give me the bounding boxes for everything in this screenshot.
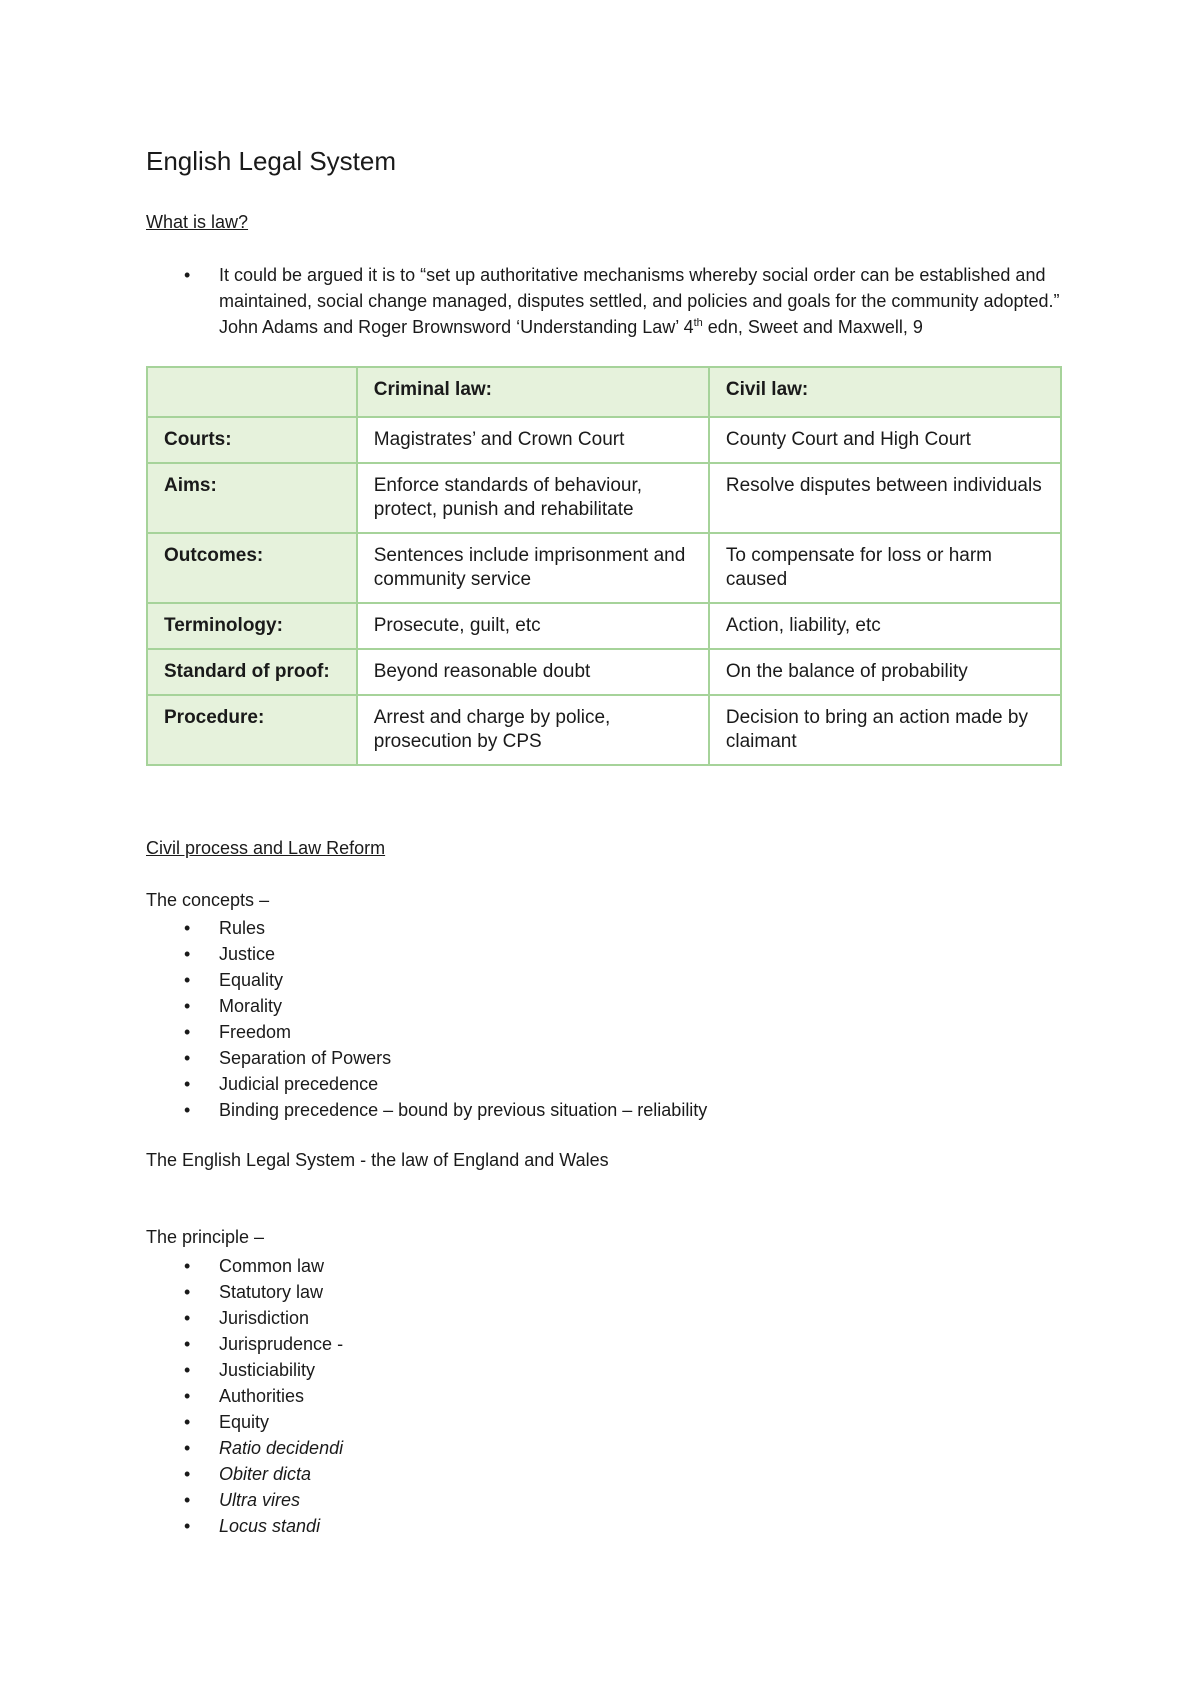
bullet-icon: • bbox=[184, 1256, 191, 1276]
list-item bbox=[146, 1487, 343, 1513]
criminal-cell: Prosecute, guilt, etc bbox=[357, 603, 709, 649]
bullet-icon: • bbox=[184, 1100, 191, 1120]
principles-list bbox=[146, 1253, 343, 1539]
list-item-text: Equity bbox=[219, 1412, 270, 1432]
list-item bbox=[146, 1253, 343, 1279]
civil-cell: County Court and High Court bbox=[709, 417, 1061, 463]
list-item-text: Freedom bbox=[219, 1022, 292, 1042]
concepts-intro: The concepts – bbox=[146, 890, 270, 910]
civil-cell: Resolve disputes between individuals bbox=[709, 463, 1061, 533]
bullet-icon: • bbox=[184, 1438, 191, 1458]
list-item bbox=[146, 993, 707, 1019]
table-header-civil: Civil law: bbox=[709, 367, 1061, 417]
list-item-text: Obiter dicta bbox=[219, 1464, 312, 1484]
criminal-cell: Enforce standards of behaviour, protect, punish and rehabilitate bbox=[357, 463, 709, 533]
quote-text bbox=[219, 262, 1066, 340]
civil-cell: To compensate for loss or harm caused bbox=[709, 533, 1061, 603]
principle-intro: The principle – bbox=[146, 1227, 265, 1247]
list-item-text: Ultra vires bbox=[219, 1490, 301, 1510]
civil-cell: Decision to bring an action made by claimant bbox=[709, 695, 1061, 765]
list-item-text: Binding precedence – bound by previous situation – reliability bbox=[219, 1100, 708, 1120]
list-item bbox=[146, 1331, 343, 1357]
table-row bbox=[147, 649, 1061, 695]
row-label: Procedure: bbox=[147, 695, 357, 765]
list-item bbox=[146, 1409, 343, 1435]
bullet-icon: • bbox=[184, 1282, 191, 1302]
section-heading-what-is-law: What is law? bbox=[146, 212, 249, 232]
table-row bbox=[147, 533, 1061, 603]
table-header-row bbox=[147, 367, 1061, 417]
list-item-text: Separation of Powers bbox=[219, 1048, 392, 1068]
table-header-empty bbox=[147, 367, 357, 417]
list-item bbox=[146, 1461, 343, 1487]
list-item-text: Justice bbox=[219, 944, 276, 964]
bullet-icon: • bbox=[184, 1022, 191, 1042]
list-item bbox=[146, 1071, 707, 1097]
table-row bbox=[147, 463, 1061, 533]
list-item bbox=[146, 1019, 707, 1045]
row-label: Outcomes: bbox=[147, 533, 357, 603]
row-label: Courts: bbox=[147, 417, 357, 463]
els-line: The English Legal System - the law of England and Wales bbox=[146, 1150, 609, 1170]
list-item bbox=[146, 1513, 343, 1539]
table-header-criminal: Criminal law: bbox=[357, 367, 709, 417]
list-item-text: Justiciability bbox=[219, 1360, 316, 1380]
list-item-text: Rules bbox=[219, 918, 266, 938]
bullet-icon: • bbox=[184, 944, 191, 964]
bullet-icon: • bbox=[184, 1074, 191, 1094]
list-item bbox=[146, 915, 707, 941]
list-item-text: Judicial precedence bbox=[219, 1074, 379, 1094]
bullet-icon: • bbox=[184, 1412, 191, 1432]
list-item bbox=[146, 941, 707, 967]
criminal-civil-comparison-table bbox=[146, 366, 1062, 766]
bullet-icon: • bbox=[184, 1048, 191, 1068]
concepts-list bbox=[146, 915, 707, 1123]
civil-cell: On the balance of probability bbox=[709, 649, 1061, 695]
list-item bbox=[146, 1045, 707, 1071]
list-item bbox=[146, 967, 707, 993]
bullet-icon: • bbox=[184, 970, 191, 990]
list-item-text: Authorities bbox=[219, 1386, 305, 1406]
list-item bbox=[146, 1357, 343, 1383]
criminal-cell: Arrest and charge by police, prosecution by CPS bbox=[357, 695, 709, 765]
bullet-icon: • bbox=[184, 1516, 191, 1536]
row-label: Standard of proof: bbox=[147, 649, 357, 695]
list-item-text: Common law bbox=[219, 1256, 325, 1276]
criminal-cell: Beyond reasonable doubt bbox=[357, 649, 709, 695]
bullet-icon: • bbox=[184, 918, 191, 938]
list-item bbox=[146, 1435, 343, 1461]
list-item bbox=[146, 1279, 343, 1305]
table-row bbox=[147, 417, 1061, 463]
quote-text-end: edn, Sweet and Maxwell, 9 bbox=[702, 317, 923, 337]
table-row bbox=[147, 695, 1061, 765]
bullet-icon: • bbox=[184, 996, 191, 1016]
list-item bbox=[146, 1305, 343, 1331]
criminal-cell: Magistrates’ and Crown Court bbox=[357, 417, 709, 463]
quote-bullet bbox=[146, 262, 1066, 340]
bullet-icon: • bbox=[184, 1386, 191, 1406]
list-item bbox=[146, 1383, 343, 1409]
row-label: Terminology: bbox=[147, 603, 357, 649]
quote-text-main: It could be argued it is to “set up authoritative mechanisms whereby social order can be established and maintained, social change managed, disputes settled, and policies and goals for the community adopted.” John Adams and Roger Brownsword ‘Understanding Law’ 4 bbox=[219, 265, 1060, 337]
bullet-icon: • bbox=[184, 1308, 191, 1328]
bullet-icon: • bbox=[184, 1490, 191, 1510]
list-item bbox=[146, 1097, 707, 1123]
quote-superscript: th bbox=[693, 317, 703, 329]
list-item-text: Statutory law bbox=[219, 1282, 324, 1302]
list-item-text: Equality bbox=[219, 970, 284, 990]
bullet-icon: • bbox=[184, 1464, 191, 1484]
civil-cell: Action, liability, etc bbox=[709, 603, 1061, 649]
bullet-icon: • bbox=[184, 1360, 191, 1380]
list-item-text: Locus standi bbox=[219, 1516, 321, 1536]
list-item-text: Jurisdiction bbox=[219, 1308, 310, 1328]
section-heading-civil-process: Civil process and Law Reform bbox=[146, 838, 386, 858]
list-item-text: Jurisprudence - bbox=[219, 1334, 344, 1354]
criminal-cell: Sentences include imprisonment and community service bbox=[357, 533, 709, 603]
bullet-icon: • bbox=[184, 1334, 191, 1354]
list-item-text: Ratio decidendi bbox=[219, 1438, 344, 1458]
list-item-text: Morality bbox=[219, 996, 283, 1016]
table-row bbox=[147, 603, 1061, 649]
row-label: Aims: bbox=[147, 463, 357, 533]
document-title: English Legal System bbox=[146, 146, 397, 176]
bullet-icon: • bbox=[184, 265, 191, 285]
